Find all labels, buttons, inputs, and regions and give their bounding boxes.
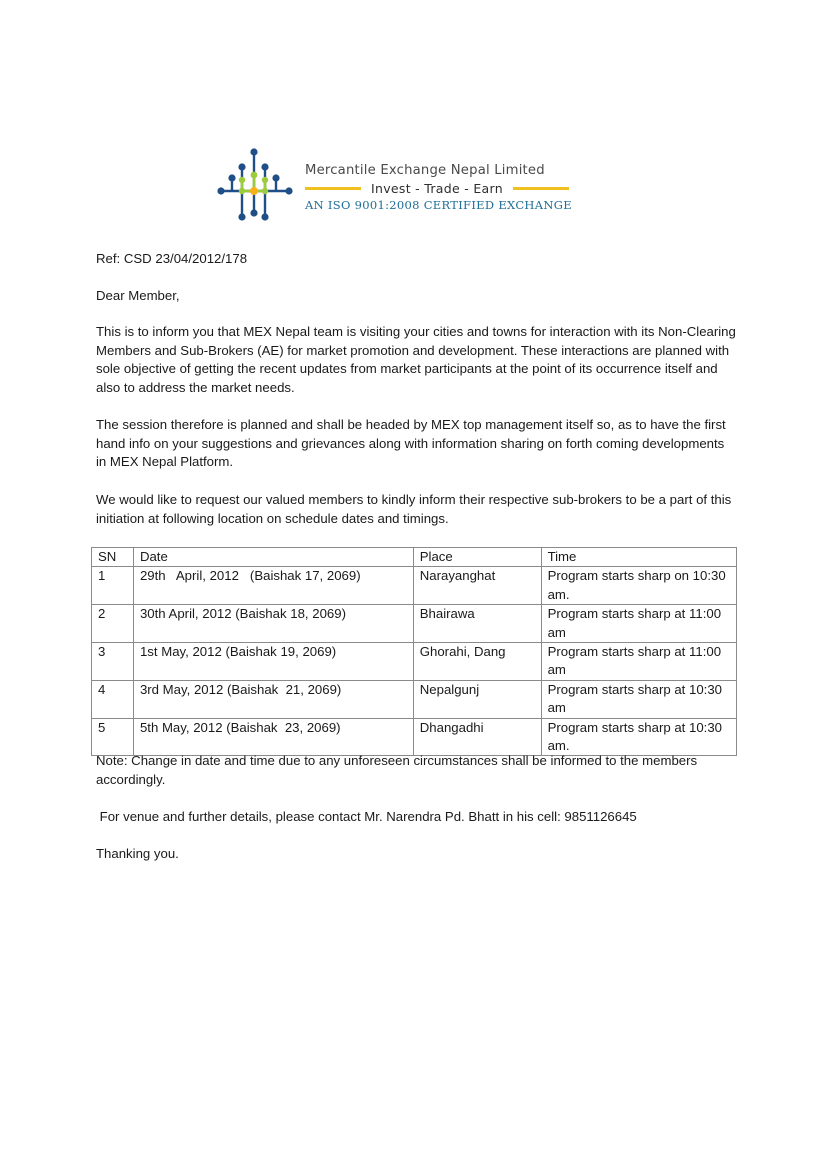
tagline: Invest - Trade - Earn (371, 181, 503, 196)
schedule-table (91, 547, 737, 756)
cell-place: Narayanghat (413, 567, 541, 605)
cell-time: Program starts sharp on 10:30 am. (541, 567, 736, 605)
company-name: Mercantile Exchange Nepal Limited (305, 163, 545, 178)
cell-sn: 1 (92, 567, 134, 605)
cell-place: Bhairawa (413, 605, 541, 643)
salutation: Dear Member, (96, 288, 180, 303)
tagline-rule-left (305, 187, 361, 190)
closing: Thanking you. (96, 846, 179, 861)
cell-date: 29th April, 2012 (Baishak 17, 2069) (133, 567, 413, 605)
iso-certification: AN ISO 9001:2008 CERTIFIED EXCHANGE (305, 198, 572, 212)
paragraph-intro: This is to inform you that MEX Nepal team is visiting your cities and towns for interaction with its Non-Clearing Members and Sub-Brokers (AE) for market promotion and development. These interactions are planned with sole objective of getting the recent updates from market participants at the point of its occurrence itself and also to address the market needs. (96, 324, 736, 395)
table-row (92, 605, 737, 643)
cell-place: Ghorahi, Dang (413, 643, 541, 681)
cell-date: 30th April, 2012 (Baishak 18, 2069) (133, 605, 413, 643)
contact-details: For venue and further details, please contact Mr. Narendra Pd. Bhatt in his cell: 9851126645 (96, 809, 637, 824)
table-row (92, 567, 737, 605)
cell-place: Dhangadhi (413, 718, 541, 756)
cell-time: Program starts sharp at 10:30 am. (541, 718, 736, 756)
circuit-tree-logo-icon (213, 147, 299, 223)
header-sn: SN (92, 548, 134, 567)
cell-sn: 2 (92, 605, 134, 643)
paragraph-session: The session therefore is planned and shall be headed by MEX top management itself so, as to have the first hand info on your suggestions and grievances along with information sharing on forth coming developments in MEX Nepal Platform. (96, 417, 726, 470)
cell-date: 5th May, 2012 (Baishak 23, 2069) (133, 718, 413, 756)
reference-number: Ref: CSD 23/04/2012/178 (96, 251, 248, 266)
cell-place: Nepalgunj (413, 680, 541, 718)
cell-time: Program starts sharp at 11:00 am (541, 605, 736, 643)
header-place: Place (413, 548, 541, 567)
cell-date: 1st May, 2012 (Baishak 19, 2069) (133, 643, 413, 681)
header-date: Date (133, 548, 413, 567)
cell-sn: 4 (92, 680, 134, 718)
cell-sn: 5 (92, 718, 134, 756)
letterhead-logo (213, 147, 618, 223)
cell-time: Program starts sharp at 11:00 am (541, 643, 736, 681)
table-row (92, 643, 737, 681)
cell-time: Program starts sharp at 10:30 am (541, 680, 736, 718)
table-header-row (92, 548, 737, 567)
table-row (92, 680, 737, 718)
cell-sn: 3 (92, 643, 134, 681)
table-row (92, 718, 737, 756)
tagline-rule-right (513, 187, 569, 190)
header-time: Time (541, 548, 736, 567)
schedule-change-note: Note: Change in date and time due to any unforeseen circumstances shall be informed to the members accordingly. (96, 753, 698, 787)
paragraph-request: We would like to request our valued members to kindly inform their respective sub-brokers to be a part of this initiation at following location on schedule dates and timings. (96, 492, 732, 526)
cell-date: 3rd May, 2012 (Baishak 21, 2069) (133, 680, 413, 718)
